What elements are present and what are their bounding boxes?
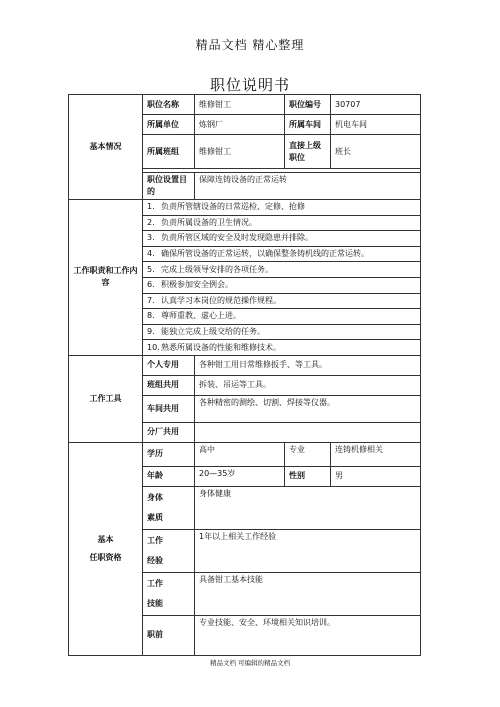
pretrain-value: 专业技能、安全、环境相关知识培训。 [195, 615, 421, 655]
duties-section-label: 工作职责和工作内容 [69, 200, 143, 356]
job-title-value: 维修钳工 [195, 95, 285, 115]
duty-item: 1. 负责所管辖设备的日常巡检、定修、抢修 [143, 200, 421, 216]
job-description-table [68, 94, 421, 656]
duty-item: 6. 积极参加安全例会。 [143, 277, 421, 293]
duty-item: 3. 负责所管区域的安全及时发现隐患并排除。 [143, 231, 421, 247]
workshop-label: 所属车间 [285, 115, 331, 135]
major-label: 专业 [285, 442, 331, 466]
pretrain-label: 职前 [143, 615, 195, 655]
job-code-label: 职位编号 [285, 95, 331, 115]
tool-label: 个人专用 [143, 355, 195, 375]
supervisor-label: 直接上级职位 [285, 135, 331, 169]
job-title-label: 职位名称 [143, 95, 195, 115]
team-value: 维修钳工 [195, 135, 285, 169]
unit-value: 炼钢厂 [195, 115, 285, 135]
tool-value: 各种钳工用日常维修扳手、等工具。 [195, 355, 421, 375]
supervisor-value: 班长 [331, 135, 421, 169]
tool-row [69, 355, 421, 375]
exp-value: 1年以上相关工作经验 [195, 529, 421, 572]
skill-label: 工作 技能 [143, 572, 195, 615]
major-value: 连铸机修相关 [331, 442, 421, 466]
edu-value: 高中 [195, 442, 285, 466]
gender-value: 男 [331, 466, 421, 486]
tool-label: 车间共用 [143, 395, 195, 422]
duty-item: 9. 能独立完成上级交给的任务。 [143, 324, 421, 340]
qual-section-label: 基本 任职资格 [69, 442, 143, 655]
team-label: 所属班组 [143, 135, 195, 169]
tool-value: 拆装、吊运等工具。 [195, 375, 421, 395]
page-footer: 精品文档 可编辑的精品文档 [209, 659, 291, 667]
body-value: 身体健康 [195, 486, 421, 529]
body-label: 身体 素质 [143, 486, 195, 529]
tool-label: 分厂共用 [143, 422, 195, 442]
duty-item: 2. 负责所属设备的卫生情况。 [143, 215, 421, 231]
duty-item: 8. 尊师重教、虚心上进。 [143, 309, 421, 325]
gender-label: 性别 [285, 466, 331, 486]
duty-item: 5. 完成上级领导安排的各项任务。 [143, 262, 421, 278]
basic-section-label: 基本情况 [69, 95, 143, 200]
tool-value [195, 422, 421, 442]
purpose-value: 保障连铸设备的正常运转 [195, 173, 421, 200]
qual-row-edu [69, 442, 421, 466]
workshop-value: 机电车间 [331, 115, 421, 135]
duty-item: 10.熟悉所属设备的性能和维修技术。 [143, 340, 421, 356]
age-label: 年龄 [143, 466, 195, 486]
page-header: 精品文档 精心整理 [195, 38, 305, 52]
duty-item: 7. 认真学习本岗位的规范操作规程。 [143, 293, 421, 309]
unit-label: 所属单位 [143, 115, 195, 135]
duty-item: 4. 确保所管设备的正常运转，以确保整条铸机线的正常运转。 [143, 246, 421, 262]
page-title: 职位说明书 [209, 76, 290, 94]
basic-row-1 [69, 95, 421, 115]
tools-section-label: 工作工具 [69, 355, 143, 442]
age-value: 20—35岁 [195, 466, 285, 486]
duty-row [69, 200, 421, 216]
job-code-value: 30707 [331, 95, 421, 115]
purpose-label: 职位设置目的 [143, 173, 195, 200]
skill-value: 具备钳工基本技能 [195, 572, 421, 615]
tool-label: 班组共用 [143, 375, 195, 395]
exp-label: 工作 经验 [143, 529, 195, 572]
tool-value: 各种精密的测绘、切割、焊接等仪器。 [195, 395, 421, 422]
edu-label: 学历 [143, 442, 195, 466]
